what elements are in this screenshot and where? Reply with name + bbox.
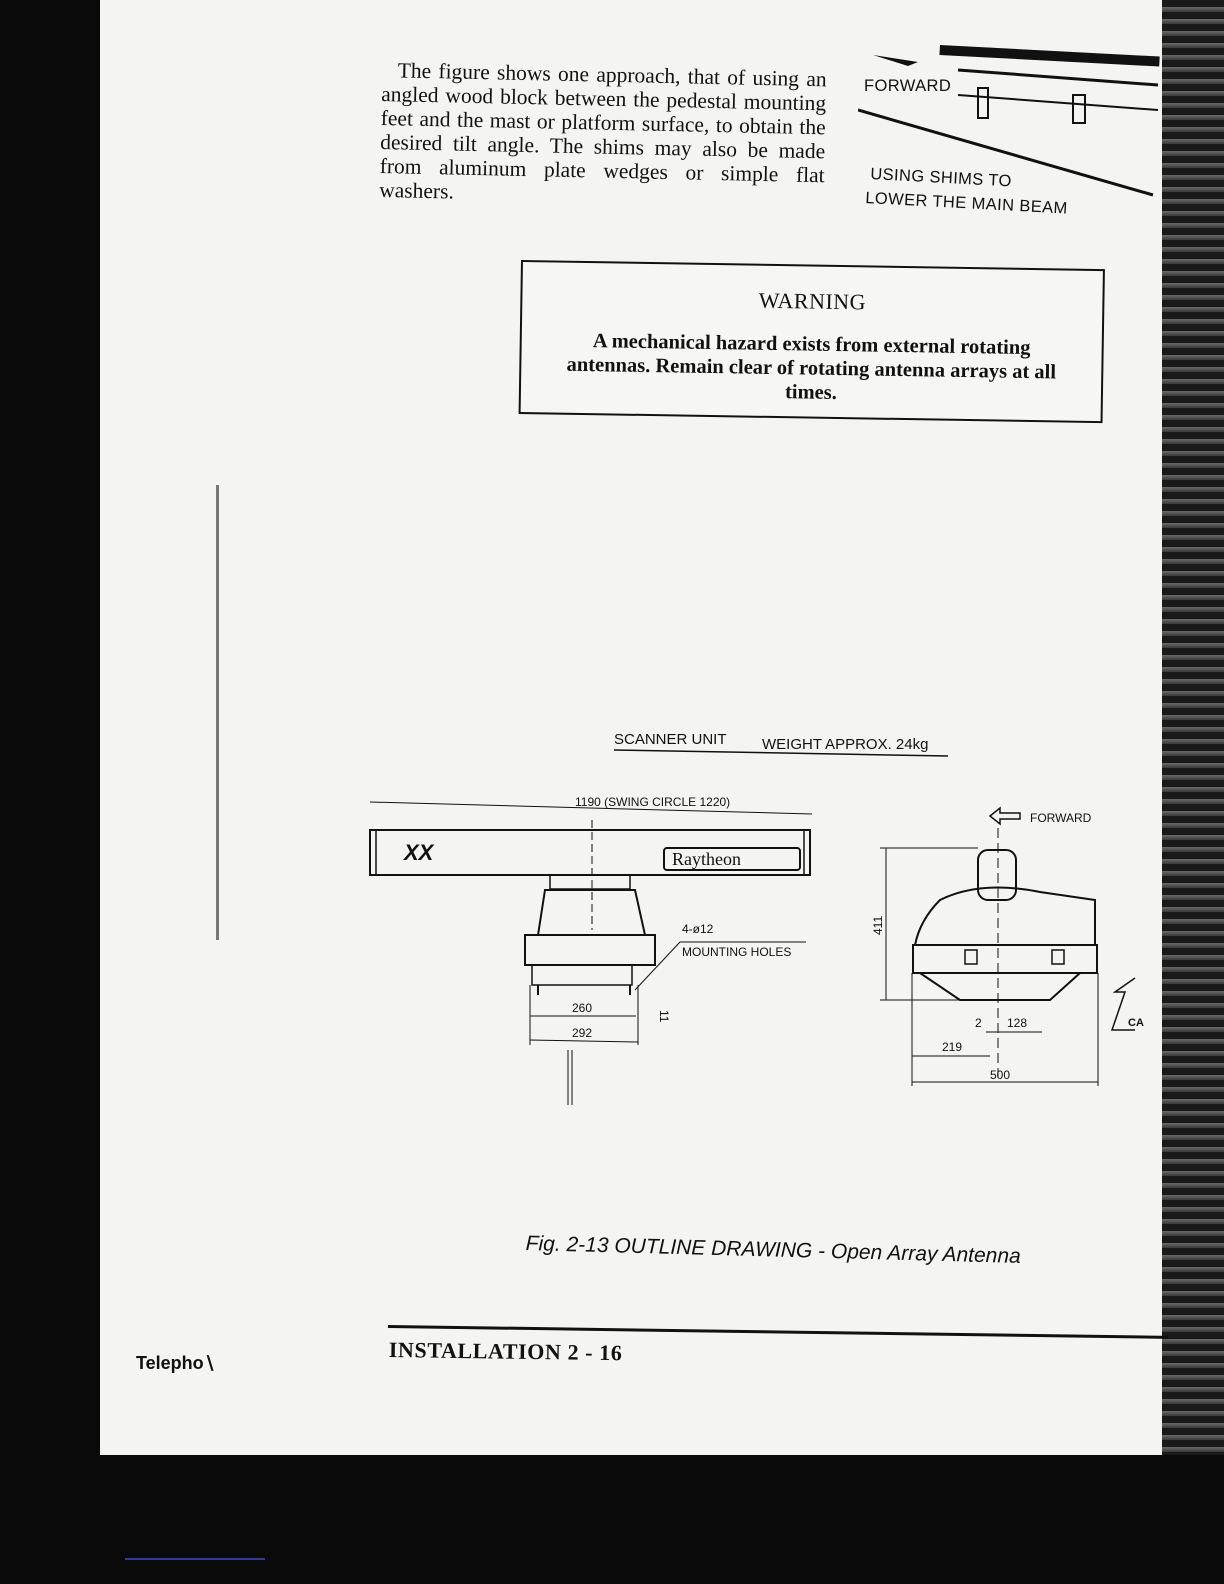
- shim-label-line2: LOWER THE MAIN BEAM: [864, 188, 1069, 218]
- margin-fragment: Telepho∖: [136, 1353, 216, 1373]
- main-beam: [939, 45, 1159, 67]
- dim-260: 260: [572, 1001, 593, 1015]
- drawing-title-weight: WEIGHT APPROX. 24kg: [762, 736, 929, 753]
- scan-shadow-bottom: [0, 1455, 1224, 1584]
- scanner-side-body: [915, 888, 1095, 946]
- warning-title: WARNING: [758, 287, 867, 315]
- intro-paragraph: The figure shows one approach, that of using an angled wood block between the pedestal mounting feet and the mast or platform surface, to obtain the desired tilt angle. The shims may also be made from aluminum plate wedges or simple flat washers.: [378, 58, 827, 204]
- forward-label-side: FORWARD: [1030, 811, 1092, 825]
- forward-arrow-icon: [873, 55, 918, 66]
- bottom-edge-line: [125, 1558, 265, 1560]
- warning-text: A mechanical hazard exists from external rotating antennas. Remain clear of rotating antenna arrays at all times.: [566, 330, 1057, 404]
- outline-drawing: [360, 720, 1150, 1120]
- page-footer: INSTALLATION 2 - 16: [388, 1337, 623, 1366]
- forward-label: FORWARD: [864, 77, 952, 95]
- antenna-array: [370, 830, 810, 875]
- brand-logo: Raytheon: [672, 849, 741, 869]
- drawing-title-unit: SCANNER UNIT: [614, 731, 727, 748]
- edge-fragment: CA: [1128, 1017, 1144, 1029]
- dim-219: 219: [942, 1040, 963, 1054]
- holes-line1: 4-ø12: [682, 922, 714, 936]
- dim-2: 2: [975, 1016, 982, 1030]
- dim-11: 11: [657, 1010, 671, 1023]
- shim-figure: [858, 40, 1168, 225]
- dim-411: 411: [871, 915, 885, 935]
- margin-rule: [216, 485, 219, 940]
- figure-caption: Fig. 2-13 OUTLINE DRAWING - Open Array Antenna: [525, 1232, 1022, 1268]
- dim-292: 292: [572, 1026, 593, 1040]
- swing-dimension: 1190 (SWING CIRCLE 1220): [575, 795, 731, 809]
- warning-box: [519, 260, 1105, 423]
- array-mark: XX: [404, 840, 434, 865]
- dim-500: 500: [990, 1068, 1011, 1082]
- scanner-side-head: [978, 850, 1016, 900]
- shim-label-line1: USING SHIMS TO: [869, 164, 1013, 191]
- dim-128: 128: [1007, 1016, 1028, 1030]
- forward-arrow-icon: [990, 808, 1020, 824]
- scan-shadow-left: [0, 0, 100, 1584]
- outline-drawing-svg: [360, 720, 1150, 1120]
- holes-line2: MOUNTING HOLES: [682, 945, 792, 959]
- footer-rule: [388, 1325, 1168, 1339]
- intro-text: [379, 58, 827, 211]
- scan-shadow-right: [1162, 0, 1224, 1584]
